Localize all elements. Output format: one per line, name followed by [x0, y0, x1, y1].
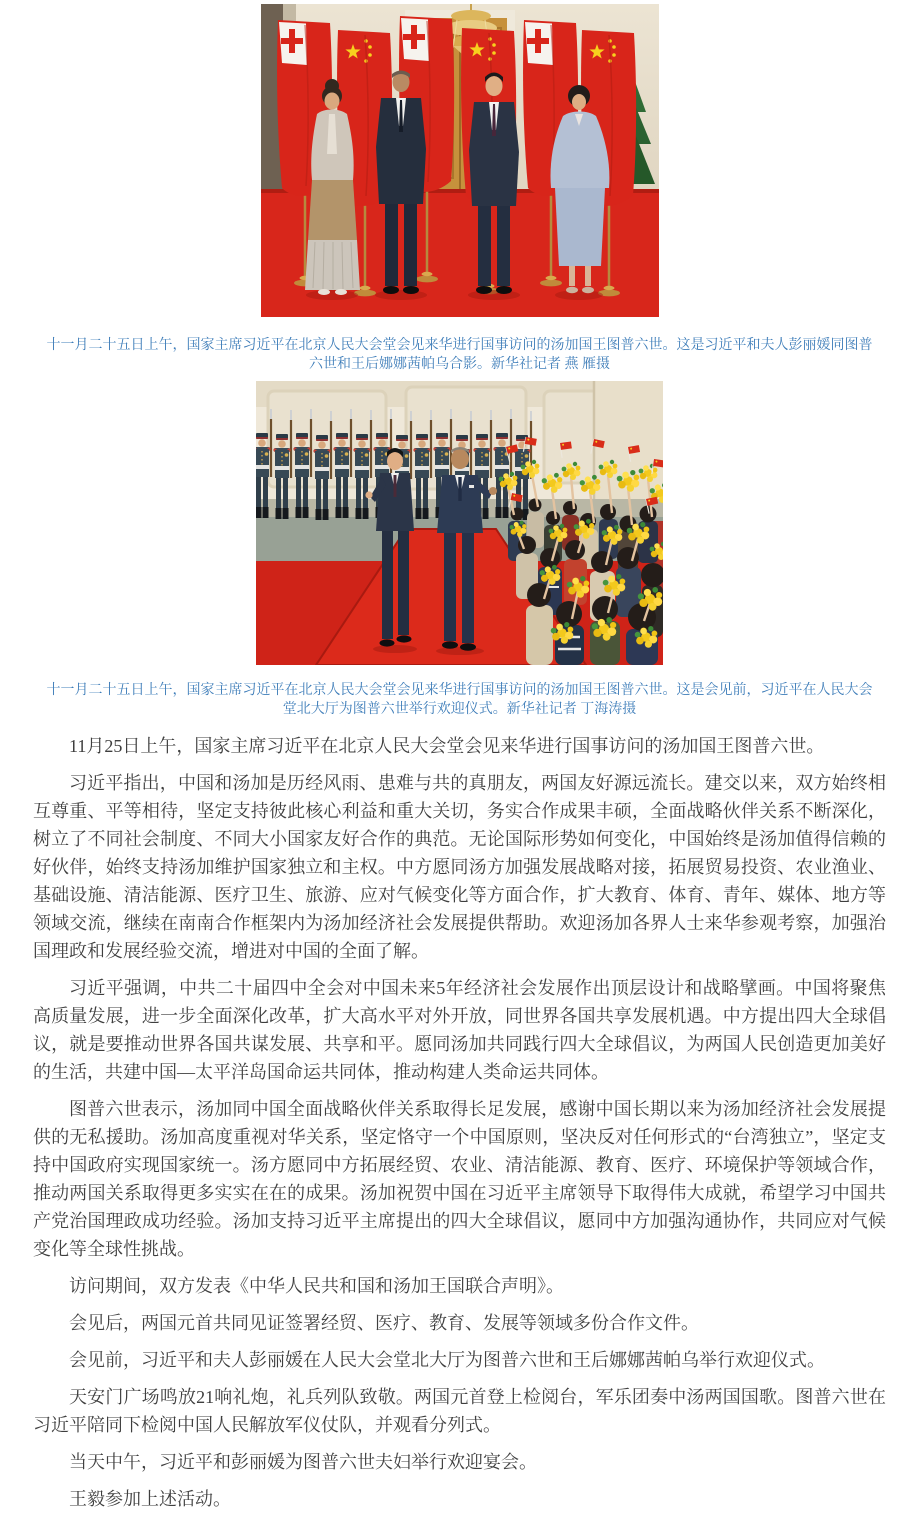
article-paragraph: 会见后，两国元首共同见证签署经贸、医疗、教育、发展等领域多份合作文件。	[69, 1313, 699, 1333]
article-paragraph: 天安门广场鸣放21响礼炮，礼兵列队致敬。两国元首登上检阅台，军乐团奏中汤两国国歌。图普六世在习近平陪同下检阅中国人民解放军仪仗队，并观看分列式。	[33, 1387, 886, 1435]
article-page	[0, 4, 919, 1513]
news-photo-welcome-ceremony	[256, 381, 663, 665]
article-paragraph: 习近平指出，中国和汤加是历经风雨、患难与共的真朋友，两国友好源远流长。建交以来，双方始终相互尊重、平等相待，坚定支持彼此核心利益和重大关切，务实合作成果丰硕，全面战略伙伴关系不断深化，树立了不同社会制度、不同大小国家友好合作的典范。无论国际形势如何变化，中国始终是汤加值得信赖的好伙伴，始终支持汤加维护国家独立和主权。中方愿同汤方加强发展战略对接，拓展贸易投资、农业渔业、基础设施、清洁能源、医疗卫生、旅游、应对气候变化等方面合作，扩大教育、体育、青年、媒体、地方等领域交流，继续在南南合作框架内为汤加经济社会发展提供帮助。欢迎汤加各界人士来华参观考察，加强治国理政和发展经验交流，增进对中国的全面了解。	[33, 773, 886, 961]
figure-welcome-ceremony	[0, 381, 919, 719]
article-paragraph: 会见前，习近平和夫人彭丽媛在人民大会堂北大厅为图普六世和王后娜娜茜帕乌举行欢迎仪式。	[69, 1350, 825, 1370]
news-photo-group	[261, 4, 659, 317]
article-paragraph: 图普六世表示，汤加同中国全面战略伙伴关系取得长足发展，感谢中国长期以来为汤加经济社会发展提供的无私援助。汤加高度重视对华关系，坚定恪守一个中国原则，坚决反对任何形式的“台湾独立”，坚定支持中国政府实现国家统一。汤方愿同中方拓展经贸、农业、清洁能源、教育、医疗、环境保护等领域合作，推动两国关系取得更多实实在在的成果。汤加祝贺中国在习近平主席领导下取得伟大成就，希望学习中国共产党治国理政成功经验。汤加支持习近平主席提出的四大全球倡议，愿同中方加强沟通协作，共同应对气候变化等全球性挑战。	[33, 1099, 886, 1259]
article-body	[33, 732, 886, 1513]
article-paragraph: 访问期间，双方发表《中华人民共和国和汤加王国联合声明》。	[69, 1276, 564, 1296]
figure-group-photo	[0, 4, 919, 374]
article-paragraph: 当天中午，习近平和彭丽媛为图普六世夫妇举行欢迎宴会。	[69, 1452, 537, 1472]
article-paragraph: 习近平强调，中共二十届四中全会对中国未来5年经济社会发展作出顶层设计和战略擘画。中国将聚焦高质量发展，进一步全面深化改革，扩大高水平对外开放，同世界各国共享发展机遇。中方提出四大全球倡议，就是要推动世界各国共谋发展、共享和平。愿同汤加共同践行四大全球倡议，为两国人民创造更加美好的生活，共建中国—太平洋岛国命运共同体，推动构建人类命运共同体。	[33, 978, 886, 1082]
article-paragraph: 11月25日上午，国家主席习近平在北京人民大会堂会见来华进行国事访问的汤加国王图普六世。	[69, 736, 825, 756]
photo-caption: 十一月二十五日上午，国家主席习近平在北京人民大会堂会见来华进行国事访问的汤加国王图普六世。这是会见前，习近平在人民大会堂北大厅为图普六世举行欢迎仪式。新华社记者 丁海涛摄	[46, 683, 873, 717]
photo-caption: 十一月二十五日上午，国家主席习近平在北京人民大会堂会见来华进行国事访问的汤加国王图普六世。这是习近平和夫人彭丽媛同图普六世和王后娜娜茜帕乌合影。新华社记者 燕 雁摄	[46, 338, 873, 372]
article-paragraph: 王毅参加上述活动。	[69, 1489, 231, 1509]
